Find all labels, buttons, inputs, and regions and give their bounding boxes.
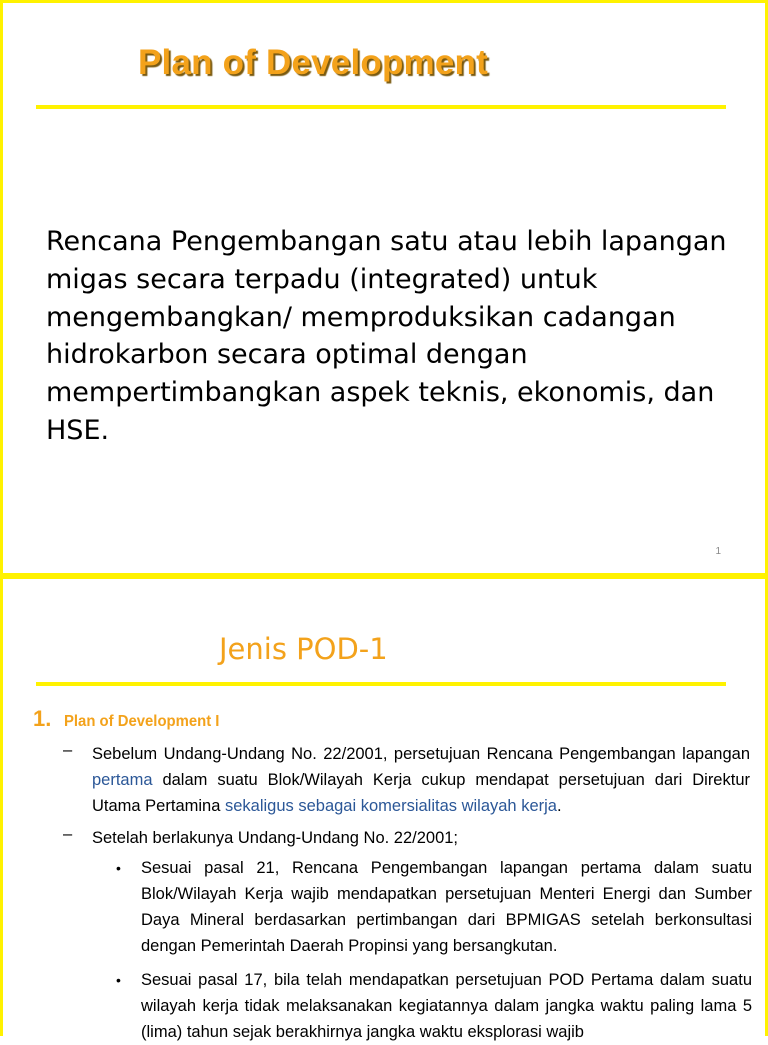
definition-paragraph: Rencana Pengembangan satu atau lebih lapangan migas secara terpadu (integrated) untuk mengembangkan/ memproduksikan cadangan hidrokarbon secara optimal dengan mempertimbangkan aspek teknis, ekonomis, dan HSE. [46, 226, 727, 446]
bullet-marker: • [116, 860, 121, 876]
numbered-heading [33, 706, 231, 732]
text-segment: . [556, 797, 562, 815]
slide-title: Jenis POD-1 [219, 632, 388, 666]
sub-point-pasal-21: Sesuai pasal 21, Rencana Pengembangan lapangan pertama dalam suatu Blok/Wilayah Kerja wajib mendapatkan persetujuan Menteri Energi dan Sumber Daya Mineral berdasarkan pertimbangan dari BPMIGAS setelah berkonsultasi dengan Pemerintah Daerah Propinsi yang bersangkutan. [141, 859, 752, 955]
item-label: Plan of Development I [64, 713, 220, 730]
sub-point-pasal-17: Sesuai pasal 17, bila telah mendapatkan persetujuan POD Pertama dalam suatu wilayah kerja tidak melaksanakan kegiatannya dalam jangka waktu paling lama 5 (lima) tahun sejak berakhirnya jangka waktu eksplorasi wajib [141, 971, 752, 1041]
dash-marker: – [63, 741, 73, 759]
page-number: 1 [715, 546, 721, 557]
text-segment: dalam suatu Blok/Wilayah Kerja cukup mendapat persetujuan dari Direktur Utama Pertamina [92, 771, 750, 815]
dash-marker: – [63, 825, 73, 843]
bullet-marker: • [116, 972, 121, 988]
text-segment: Sebelum Undang-Undang No. 22/2001, persetujuan Rencana Pengembangan lapangan [92, 745, 750, 763]
title-underline [36, 682, 726, 686]
slide-title: Plan of Development [138, 43, 488, 82]
slide-2 [0, 576, 768, 1041]
highlight-text: pertama [92, 771, 153, 789]
title-underline [36, 105, 726, 109]
item-number: 1. [33, 706, 52, 731]
highlight-text: sekaligus sebagai komersialitas wilayah kerja [224, 797, 557, 815]
point-after-law: Setelah berlakunya Undang-Undang No. 22/2001; [92, 829, 459, 847]
point-before-law [92, 741, 750, 819]
